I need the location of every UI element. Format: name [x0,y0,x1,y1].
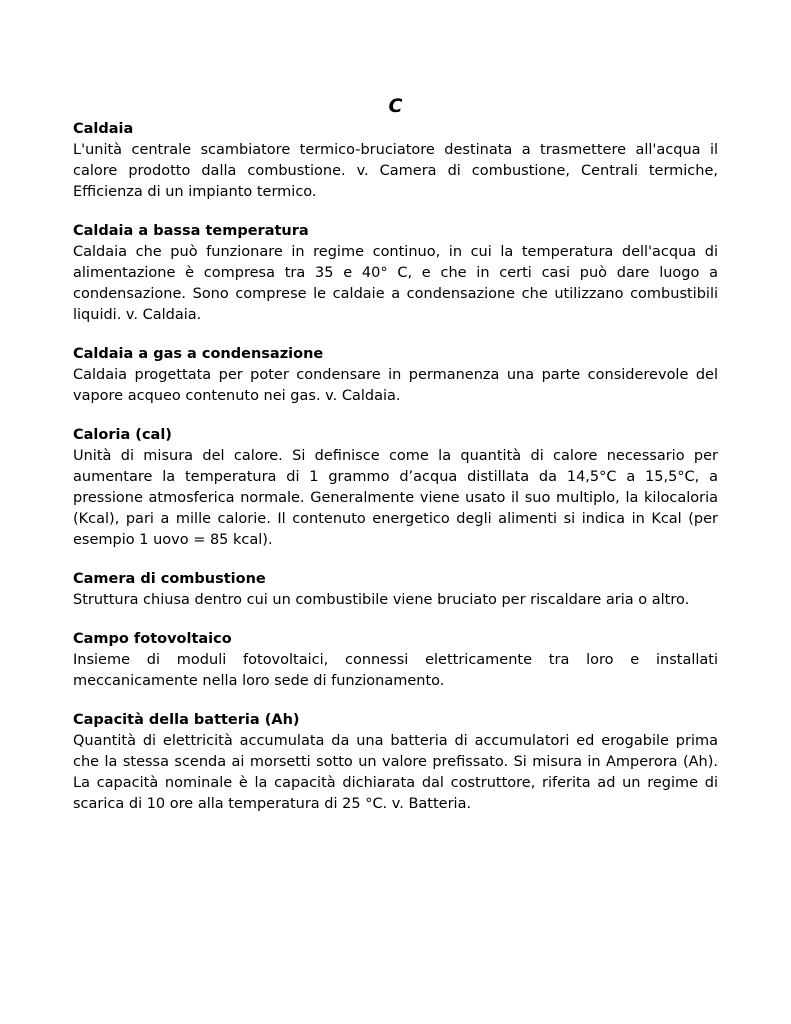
glossary-entry-capacita-batteria [73,710,718,815]
entry-definition: Quantità di elettricità accumulata da una batteria di accumulatori ed erogabile prima che la stessa scenda ai morsetti sotto un valore prefissato. Si misura in Amperora (Ah). La capacità nominale è la capacità dichiarata dal costruttore, riferita ad un regime di scarica di 10 ore alla temperatura di 25 °C. v. Batteria. [73,733,718,812]
glossary-page [73,94,718,833]
entry-definition: Caldaia progettata per poter condensare in permanenza una parte considerevole del vapore acqueo contenuto nei gas. v. Caldaia. [73,367,718,404]
glossary-entry-caloria [73,425,718,551]
entry-definition: Caldaia che può funzionare in regime continuo, in cui la temperatura dell'acqua di alimentazione è compresa tra 35 e 40° C, e che in certi casi può dare luogo a condensazione. Sono comprese le caldaie a condensazione che utilizzano combustibili liquidi. v. Caldaia. [73,244,718,323]
glossary-entry-camera-combustione [73,569,718,611]
entry-term: Caldaia a gas a condensazione [73,346,324,362]
entry-term: Caldaia a bassa temperatura [73,223,309,239]
entry-definition: Struttura chiusa dentro cui un combustibile viene bruciato per riscaldare aria o altro. [73,592,690,608]
entry-definition: L'unità centrale scambiatore termico-bruciatore destinata a trasmettere all'acqua il calore prodotto dalla combustione. v. Camera di combustione, Centrali termiche, Efficienza di un impianto termico. [73,142,718,200]
entry-term: Campo fotovoltaico [73,631,232,647]
glossary-entry-campo-fotovoltaico [73,629,718,692]
glossary-entry-caldaia-gas-condensazione [73,344,718,407]
entry-term: Capacità della batteria (Ah) [73,712,300,728]
glossary-entry-caldaia-bassa-temperatura [73,221,718,326]
section-letter-heading: C [388,95,403,117]
entry-term: Caldaia [73,121,134,137]
entry-term: Camera di combustione [73,571,266,587]
glossary-entry-caldaia [73,119,718,203]
entry-definition: Unità di misura del calore. Si definisce come la quantità di calore necessario per aumentare la temperatura di 1 grammo d’acqua distillata da 14,5°C a 15,5°C, a pressione atmosferica normale. Generalmente viene usato il suo multiplo, la kilocaloria (Kcal), pari a mille calorie. Il contenuto energetico degli alimenti si indica in Kcal (per esempio 1 uovo = 85 kcal). [73,448,718,548]
entry-definition: Insieme di moduli fotovoltaici, connessi elettricamente tra loro e installati meccanicamente nella loro sede di funzionamento. [73,652,718,689]
entry-term: Caloria (cal) [73,427,172,443]
